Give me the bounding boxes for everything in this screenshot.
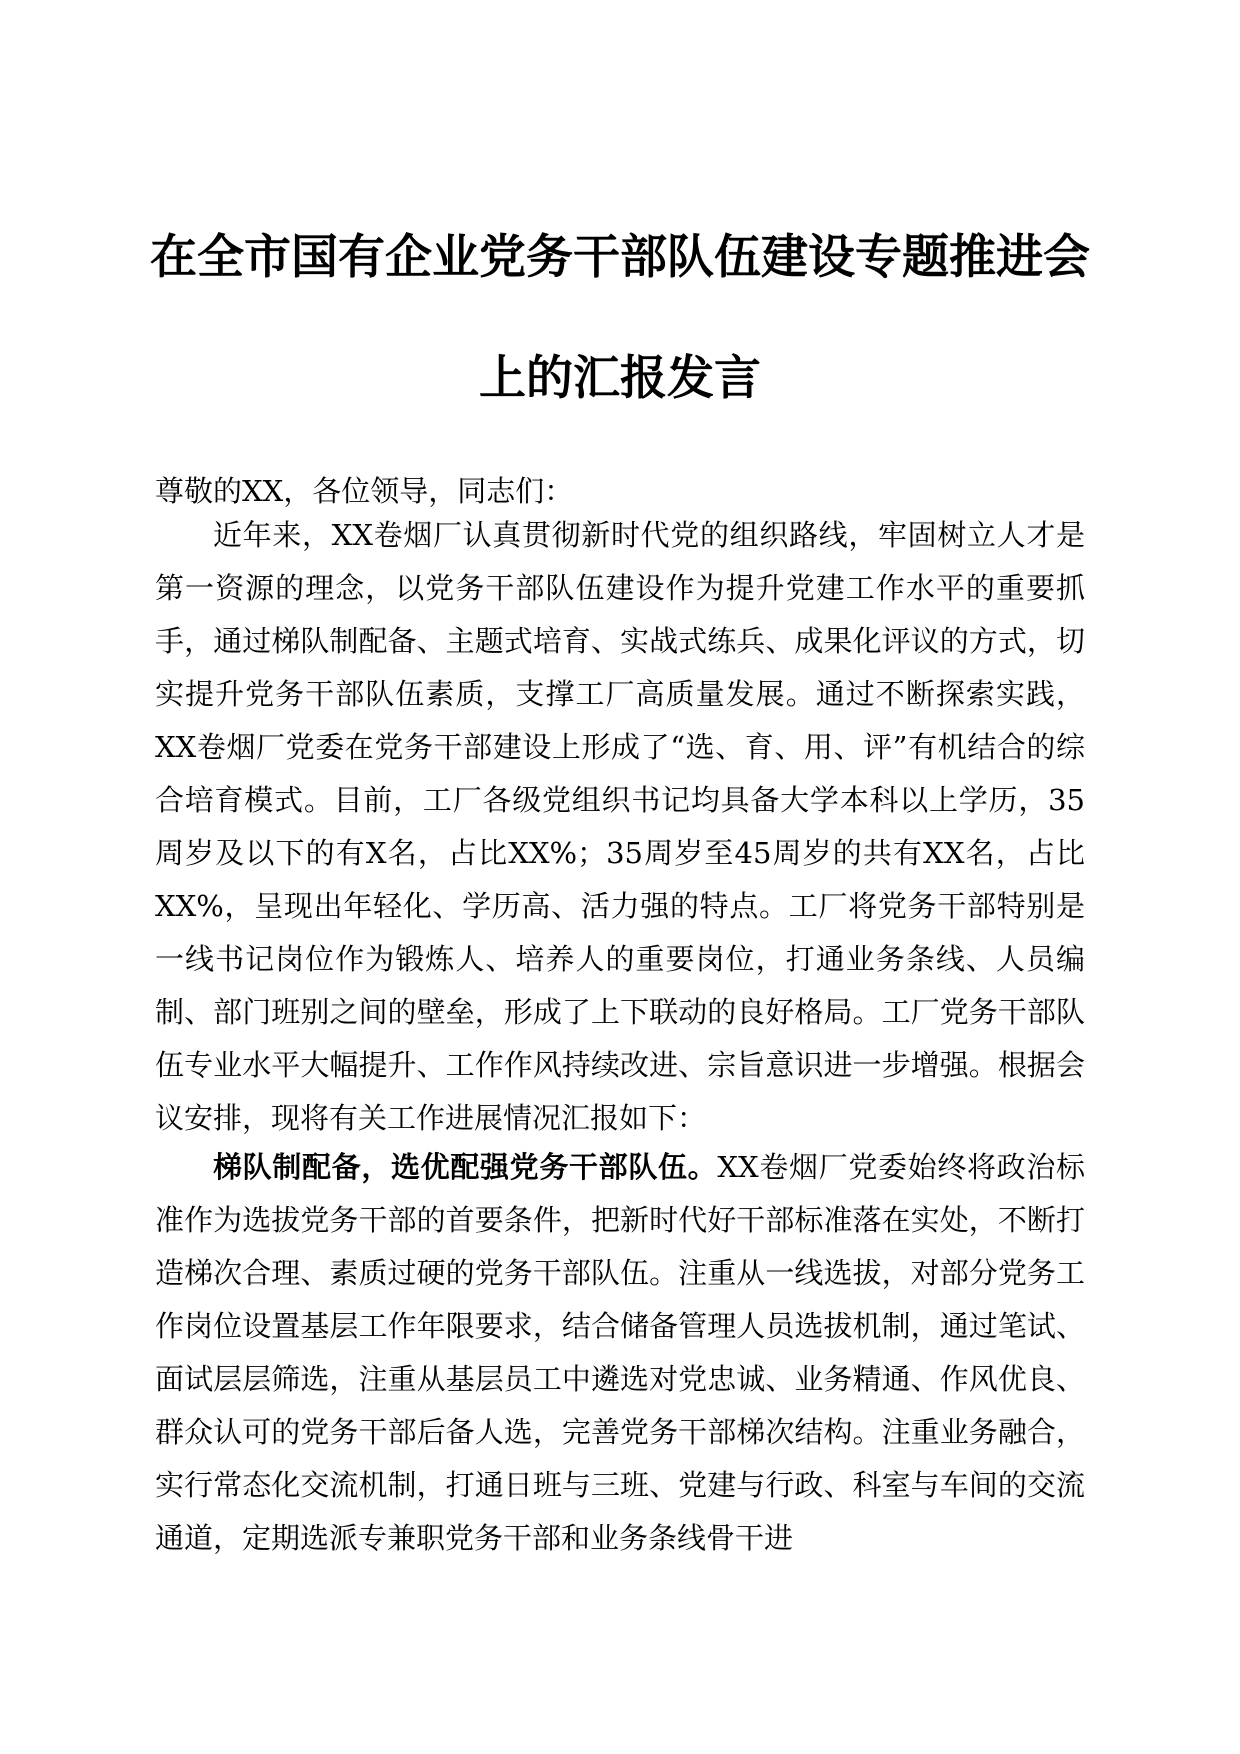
- section-body: XX卷烟厂党委始终将政治标准作为选拔党务干部的首要条件，把新时代好干部标准落在实处，不断打造梯次合理、素质过硬的党务干部队伍。注重从一线选拔，对部分党务工作岗位设置基层工作年限要求，结合储备管理人员选拔机制，通过笔试、面试层层筛选，注重从基层员工中遴选对党忠诚、业务精通、作风优良、群众认可的党务干部后备人选，完善党务干部梯次结构。注重业务融合，实行常态化交流机制，打通日班与三班、党建与行政、科室与车间的交流通道，定期选派专兼职党务干部和业务条线骨干进: [155, 1150, 1085, 1555]
- paragraph-section-1: [155, 1141, 1085, 1565]
- paragraph-intro: 近年来，XX卷烟厂认真贯彻新时代党的组织路线，牢固树立人才是第一资源的理念，以党务干部队伍建设作为提升党建工作水平的重要抓手，通过梯队制配备、主题式培育、实战式练兵、成果化评议的方式，切实提升党务干部队伍素质，支撑工厂高质量发展。通过不断探索实践，XX卷烟厂党委在党务干部建设上形成了“选、育、用、评”有机结合的综合培育模式。目前，工厂各级党组织书记均具备大学本科以上学历，35周岁及以下的有X名，占比XX%；35周岁至45周岁的共有XX名，占比XX%，呈现出年轻化、学历高、活力强的特点。工厂将党务干部特别是一线书记岗位作为锻炼人、培养人的重要岗位，打通业务条线、人员编制、部门班别之间的壁垒，形成了上下联动的良好格局。工厂党务干部队伍专业水平大幅提升、工作作风持续改进、宗旨意识进一步增强。根据会议安排，现将有关工作进展情况汇报如下：: [155, 518, 1085, 1135]
- title-line-2: 上的汇报发言: [479, 351, 761, 406]
- title-line-1: 在全市国有企业党务干部队伍建设专题推进会: [150, 230, 1090, 285]
- section-heading: 梯队制配备，选优配强党务干部队伍。: [213, 1150, 718, 1184]
- greeting: 尊敬的XX，各位领导，同志们：: [155, 474, 574, 508]
